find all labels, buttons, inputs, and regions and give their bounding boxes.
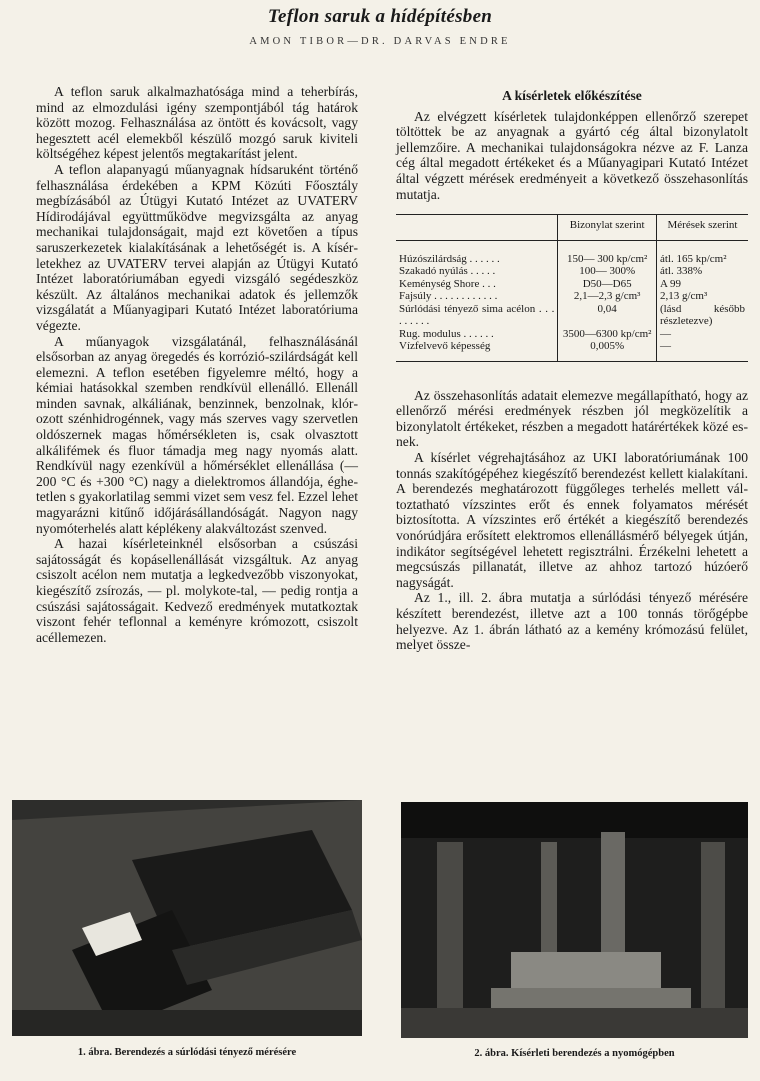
cert-value: 2,1—2,3 g/cm³ — [558, 290, 657, 303]
article-title: Teflon saruk a hídépítésben — [267, 6, 493, 27]
press-machine-photo — [401, 802, 748, 1038]
meas-value: A 99 — [656, 278, 748, 291]
table-row — [396, 328, 748, 341]
table-row — [396, 340, 748, 361]
figure-2-caption: 2. ábra. Kísérleti berendezés a nyomógépben — [474, 1048, 675, 1059]
row-label: Keménység Shore . . . — [399, 277, 496, 290]
table-row — [396, 240, 748, 265]
table-header-meas: Mérések szerint — [656, 215, 748, 241]
meas-value: — — [656, 340, 748, 361]
body-paragraph: A műanyagok vizsgálatánál, felhasználásánál elsősorban az anyag öregedés és korrózió-szilárdságát kell elemezni. A teflon esetében figyelemre méltó, hogy a kémiai hatásokkal szemben rendkívül ellenálló. Ellenáll minden savnak, alkáliának, benzinnek, benzolnak, klórozott szénhidrogénnek, vagy más szerves vagy szervetlen oldószernek magas hőmérsékleten is, csak olvasztott alkálifémek és fluor támadja meg nagy nyomás alatt. Rendkívül nagy ezenkívül a hőmérséklet ellenállása (—200 °C és +300 °C) nagy a dielektromos állandója, éghetetlen s gyakorlatilag semmi vizet sem vesz fel. Ezzel lehet magyarázni kitűnő időjárásállandóságát. Nagyon nagy nyomóterhelés alatt képlékeny alakváltozást szenved. — [36, 333, 358, 536]
cert-value: 0,005% — [558, 340, 657, 361]
meas-value: átl. 165 kp/cm² — [656, 240, 748, 265]
table-header-row — [396, 215, 748, 241]
meas-value: átl. 338% — [656, 265, 748, 278]
table-header-blank — [396, 215, 558, 241]
row-label: Súrlódási tényező sima acélon . . . . . . . . . — [399, 302, 555, 328]
row-label: Vízfelvevő képesség — [396, 340, 558, 361]
body-paragraph: Az elvégzett kísérletek tulajdonképpen ellenőrző szerepet töltöttek be az anyagnak a gyártó cég által bizonylatolt jellemzőire. A mechanikai tulajdonságokra nézve az F. Lanza cég által megadott értékeket és a Műanyagipari Kutató Intézet által végzett mérések eredményeit a következő összehasonlítás mutatja. — [396, 108, 748, 202]
body-paragraph: A kísérlet végrehajtásához az UKI laboratóriumának 100 tonnás szakítógépéhez kiegészítő berendezést kellett kialakítani. A berendezés meghatározott függőleges terhelés mellett változtatható vízszintes erőt és ennek folyamatos mérését biztosította. A vízszintes erő értékét a kiegészítő berendezés vonórúdjára erősített elektromos ellenállásmérő bélyegek útján, indikátor segítségével lehetett regisztrálni. Érzékelni lehetett a megcsúszás pillanatát, illetve az ahhoz tartozó húzóerő nagyságát. — [396, 450, 748, 590]
body-paragraph: A hazai kísérleteinknél elsősorban a csúszási sajátosságát és kopásellenállását vizsgáltuk. Az anyag csiszolt acélon nem mutatja a legkedvezőbb viszonyokat, kiegészítő zsírozás, — pl. molykote-tal, — pedig rontja a csúszási sajátosságait. Kedvező eredmények mutatkoztak viszont fehér teflonnal a keményre krómozott, csiszolt acéllemezen. — [36, 536, 358, 645]
table-row — [396, 278, 748, 291]
meas-value: — — [656, 328, 748, 341]
row-label: Húzószilárdság . . . . . . — [399, 252, 500, 265]
right-column — [396, 86, 748, 653]
meas-value: 2,13 g/cm³ — [656, 290, 748, 303]
row-label: Fajsúly . . . . . . . . . . . . — [399, 290, 498, 303]
figure-2-photo — [401, 802, 748, 1038]
body-paragraph: Az 1., ill. 2. ábra mutatja a súrlódási tényező mérésére készített berendezést, illetve azt a 100 tonnás törőgépbe helyezve. Az 1. ábrán látható az a kemény krómozású felület, melyet össze- — [396, 590, 748, 653]
figure-1-photo — [12, 800, 362, 1036]
friction-device-photo — [12, 800, 362, 1036]
section-heading: A kísérletek előkészítése — [502, 88, 642, 103]
meas-value: (lásd később részletezve) — [656, 303, 748, 328]
body-paragraph: A teflon alapanyagú műanyagnak hídsaruként történő felhasználása érdekében a KPM Közúti Főosztály megbízásából az Útügyi Kutató Intézet az UVATERV Hídirodájával együttműködve megvizsgálta az anyag mechanikai tulajdonságait, majd ezt követően a típus saruszerkezetek kialakításának a lehetőségét is. A kísérletekhez az UVATERV tervei alapján az Útügyi Kutató Intézet laboratóriumában egyedi vizsgáló segédeszköz készült. Az általános mechanikai adatok és jellemzők vizsgálatát a Műanyagipari Kutató Intézet laboratóriuma végezte. — [36, 161, 358, 333]
body-paragraph: A teflon saruk alkalmazhatósága mind a teherbírás, mind az elmozdulási igény szempontjából tág határok között mozog. Felhasználása az öntött és kovácsolt, vagy hegesztett acél elemekből készülő mozgó saruk kiviteli költségéhez képest jelentős megtakarítást jelent. — [36, 84, 358, 162]
cert-value: D50—D65 — [558, 278, 657, 291]
body-paragraph: Az összehasonlítás adatait elemezve megállapítható, hogy az ellenőrző mérési eredmények részben jól megközelítik a bizonylatolt értékeket, részben a megadott határértékek közé esnek. — [396, 387, 748, 450]
table-header-cert: Bizonylat szerint — [558, 215, 657, 241]
cert-value: 3500—6300 kp/cm² — [558, 328, 657, 341]
left-column — [36, 84, 358, 645]
article-authors: AMON TIBOR—DR. DARVAS ENDRE — [249, 36, 511, 47]
comparison-table — [396, 214, 748, 362]
figure-1-caption: 1. ábra. Berendezés a súrlódási tényező mérésére — [77, 1047, 297, 1058]
table-row — [396, 290, 748, 303]
table-row — [396, 265, 748, 278]
row-label: Rug. modulus . . . . . . — [399, 327, 494, 340]
row-label: Szakadó nyúlás . . . . . — [399, 265, 496, 278]
cert-value: 0,04 — [558, 303, 657, 328]
cert-value: 100— 300% — [558, 265, 657, 278]
table-row — [396, 303, 748, 328]
cert-value: 150— 300 kp/cm² — [558, 240, 657, 265]
